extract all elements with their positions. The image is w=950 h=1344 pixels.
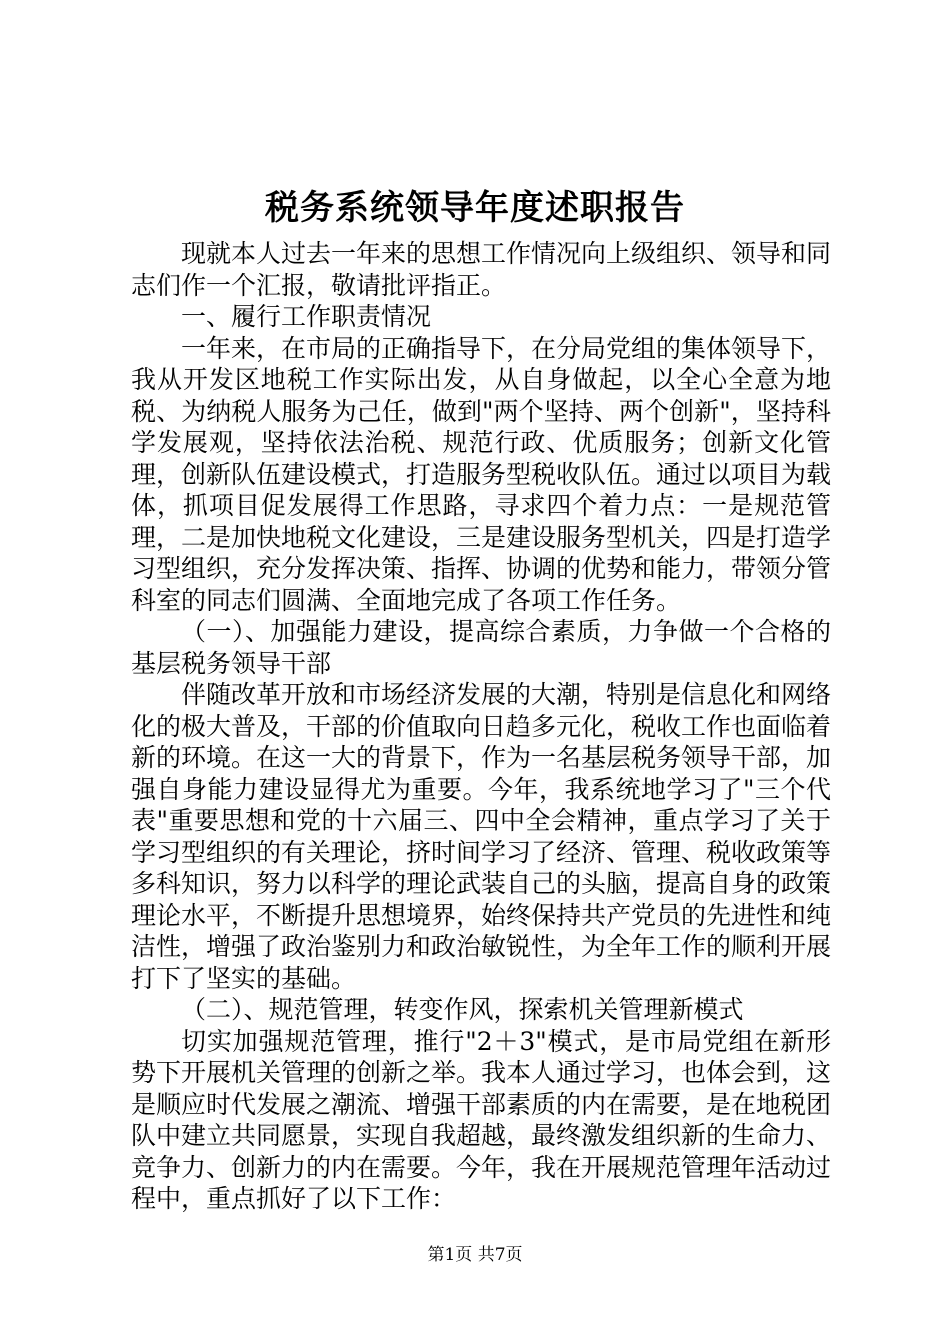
subsection-heading-capability: （一）、加强能力建设，提高综合素质，力争做一个合格的基层税务领导干部	[131, 617, 831, 678]
document-body	[131, 238, 831, 1215]
intro-paragraph: 现就本人过去一年来的思想工作情况向上级组织、领导和同志们作一个汇报，敬请批评指正。	[131, 239, 832, 300]
subsection-heading-management: （二）、规范管理，转变作风，探索机关管理新模式	[181, 995, 744, 1024]
page-number-footer: 第1页 共7页	[427, 1245, 523, 1265]
duties-paragraph: 一年来，在市局的正确指导下，在分局党组的集体领导下，我从开发区地税工作实际出发，从自身做起，以全心全意为地税、为纳税人服务为己任，做到"两个坚持、两个创新"，坚持科学发展观，坚持依法治税、规范行政、优质服务；创新文化管理，创新队伍建设模式，打造服务型税收队伍。通过以项目为载体，抓项目促发展得工作思路，寻求四个着力点：一是规范管理，二是加快地税文化建设，三是建设服务型机关，四是打造学习型组织，充分发挥决策、指挥、协调的优势和能力，带领分管科室的同志们圆满、全面地完成了各项工作任务。	[131, 333, 832, 615]
management-paragraph: 切实加强规范管理，推行"2＋3"模式，是市局党组在新形势下开展机关管理的创新之举。我本人通过学习，也体会到，这是顺应时代发展之潮流、增强干部素质的内在需要，是在地税团队中建立共同愿景，实现自我超越，最终激发组织新的生命力、竞争力、创新力的内在需要。今年，我在开展规范管理年活动过程中，重点抓好了以下工作：	[131, 1026, 832, 1213]
capability-paragraph: 伴随改革开放和市场经济发展的大潮，特别是信息化和网络化的极大普及，干部的价值取向日趋多元化，税收工作也面临着新的环境。在这一大的背景下，作为一名基层税务领导干部，加强自身能力建设显得尤为重要。今年，我系统地学习了"三个代表"重要思想和党的十六届三、四中全会精神，重点学习了关于学习型组织的有关理论，挤时间学习了经济、管理、税收政策等多科知识，努力以科学的理论武装自己的头脑，提高自身的政策理论水平，不断提升思想境界，始终保持共产党员的先进性和纯洁性，增强了政治鉴别力和政治敏锐性，为全年工作的顺利开展打下了坚实的基础。	[131, 680, 832, 993]
section-heading-duties: 一、履行工作职责情况	[181, 302, 432, 331]
document-title: 税务系统领导年度述职报告	[265, 188, 685, 228]
